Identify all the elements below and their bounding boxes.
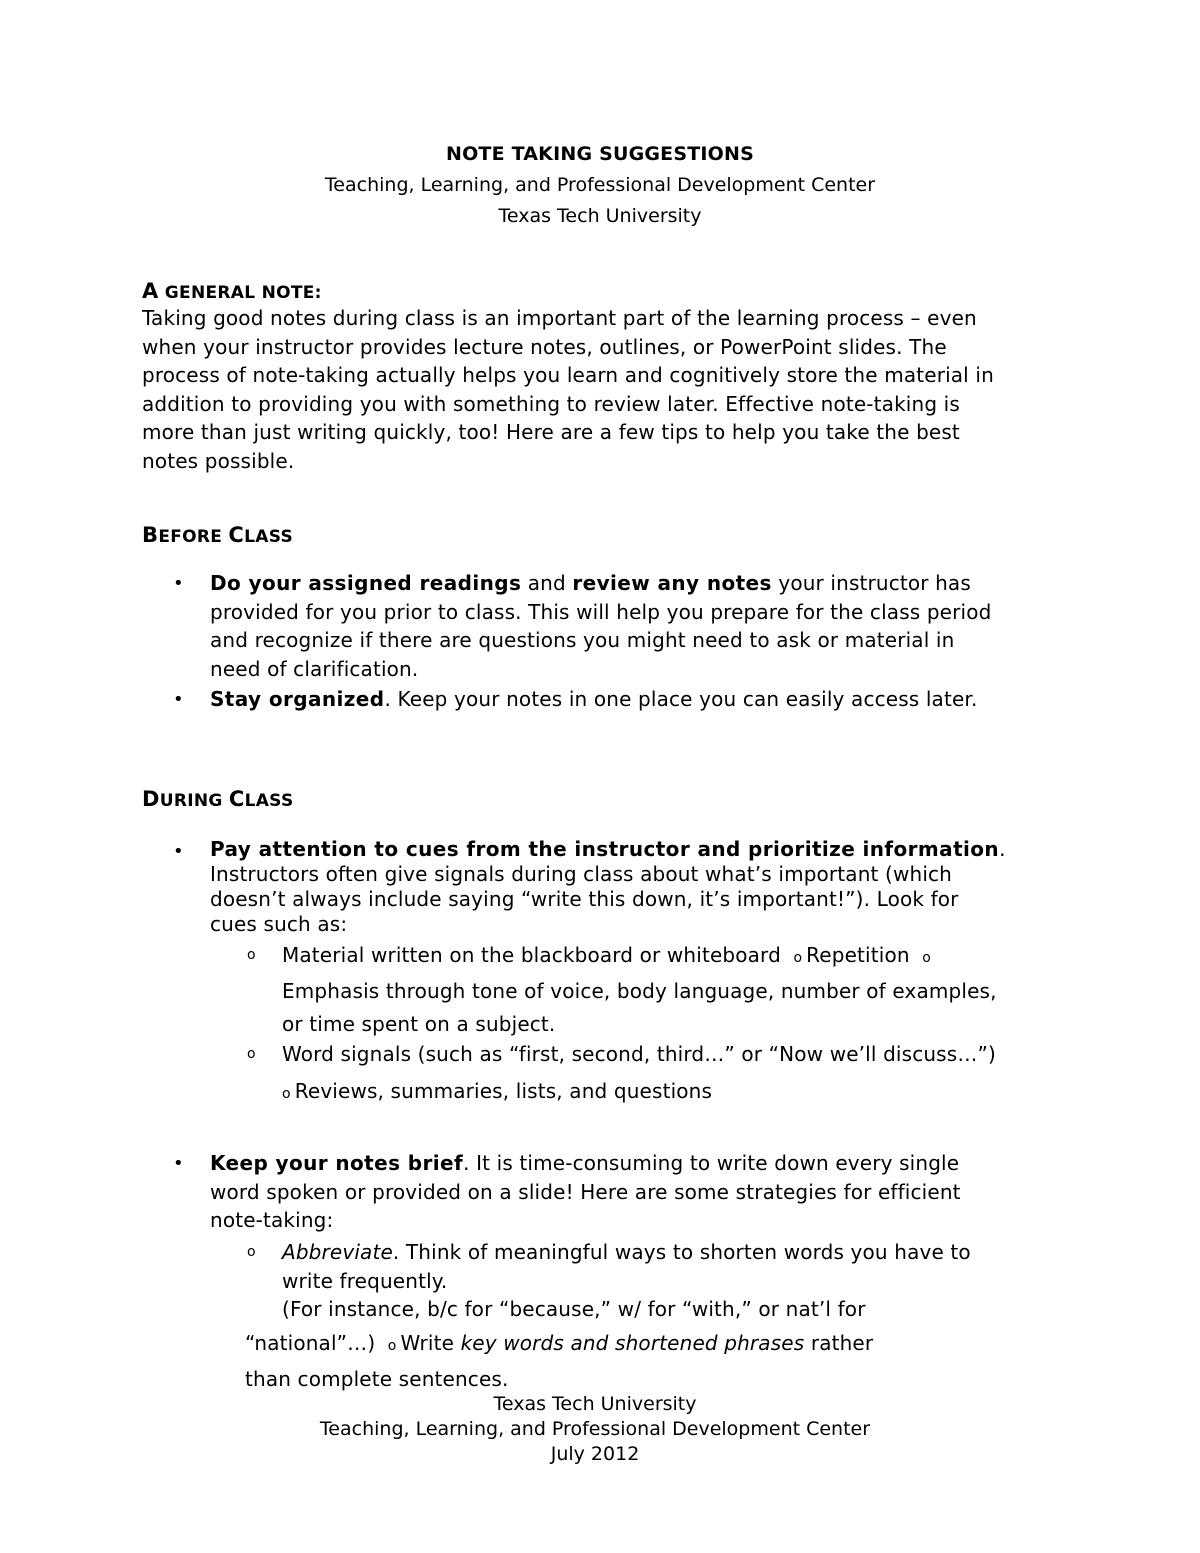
sub-bullet-icon: o [387, 1338, 397, 1354]
sub-item-word-signals: Word signals (such as “first, second, third…” or “Now we’ll discuss…”) [282, 1042, 996, 1066]
sub-item-key-words: “national”…) o Write key words and shortened phrases rather [245, 1327, 1045, 1363]
section-heading-before-class: BEFORE CLASS [142, 523, 294, 547]
sub-bullet-icon: o [793, 950, 803, 966]
bullet-icon [173, 573, 184, 594]
bullet-keep-brief: Keep your notes brief. It is time-consuming to write down every single word spoken or provided on a slide! Here are some strategies for efficient note-taking: [210, 1151, 961, 1232]
footer-date: July 2012 [550, 1443, 640, 1465]
sub-bullet-icon: o [282, 1086, 291, 1102]
bullet-icon [173, 1153, 184, 1174]
sub-bullet-icon [247, 1046, 256, 1062]
page-subtitle-university: Texas Tech University [498, 205, 702, 227]
sub-item-key-words-cont: than complete sentences. [245, 1367, 509, 1391]
sub-item-abbreviate: Abbreviate. Think of meaningful ways to shorten words you have to write frequently. (For instance, b/c for “because,” w/ for “with,” or nat’l for [282, 1240, 971, 1321]
page-title: NOTE TAKING SUGGESTIONS [445, 143, 755, 165]
bullet-stay-organized: Stay organized. Keep your notes in one place you can easily access later. [210, 687, 978, 711]
section-heading-during-class: DURING CLASS [142, 787, 294, 811]
bullet-readings: Do your assigned readings and review any notes your instructor has provided for you prior to class. This will help you prepare for the class period and recognize if there are questions you might need to ask or material in need of clarification. [210, 571, 992, 681]
sub-bullet-icon: o [922, 950, 931, 966]
general-paragraph: Taking good notes during class is an important part of the learning process – even when your instructor provides lecture notes, outlines, or PowerPoint slides. The process of note-taking actually helps you learn and cognitively store the material in addition to providing you with something to review later. Effective note-taking is more than just writing quickly, too! Here are a few tips to help you take the best notes possible. [142, 306, 994, 473]
bullet-pay-attention: Pay attention to cues from the instructor and prioritize information. Instructors often give signals during class about what’s important (which doesn’t always include saying “write this down, it’s important!”). Look for cues such as: [210, 837, 1006, 936]
sub-bullet-icon [247, 947, 256, 963]
sub-bullet-icon [247, 1244, 256, 1260]
bullet-icon [173, 689, 184, 710]
page-subtitle-center: Teaching, Learning, and Professional Development Center [324, 174, 876, 196]
sub-list-cues: Material written on the blackboard or whiteboard o Repetition o Emphasis through tone of voice, body language, number of examples, or time spent on a subject. [282, 943, 997, 1036]
footer-center: Teaching, Learning, and Professional Development Center [319, 1418, 871, 1440]
sub-item-reviews: o Reviews, summaries, lists, and questions [282, 1075, 1082, 1111]
section-heading-general: A GENERAL NOTE: [142, 279, 322, 303]
bullet-icon [173, 841, 184, 862]
footer-university: Texas Tech University [493, 1393, 697, 1415]
